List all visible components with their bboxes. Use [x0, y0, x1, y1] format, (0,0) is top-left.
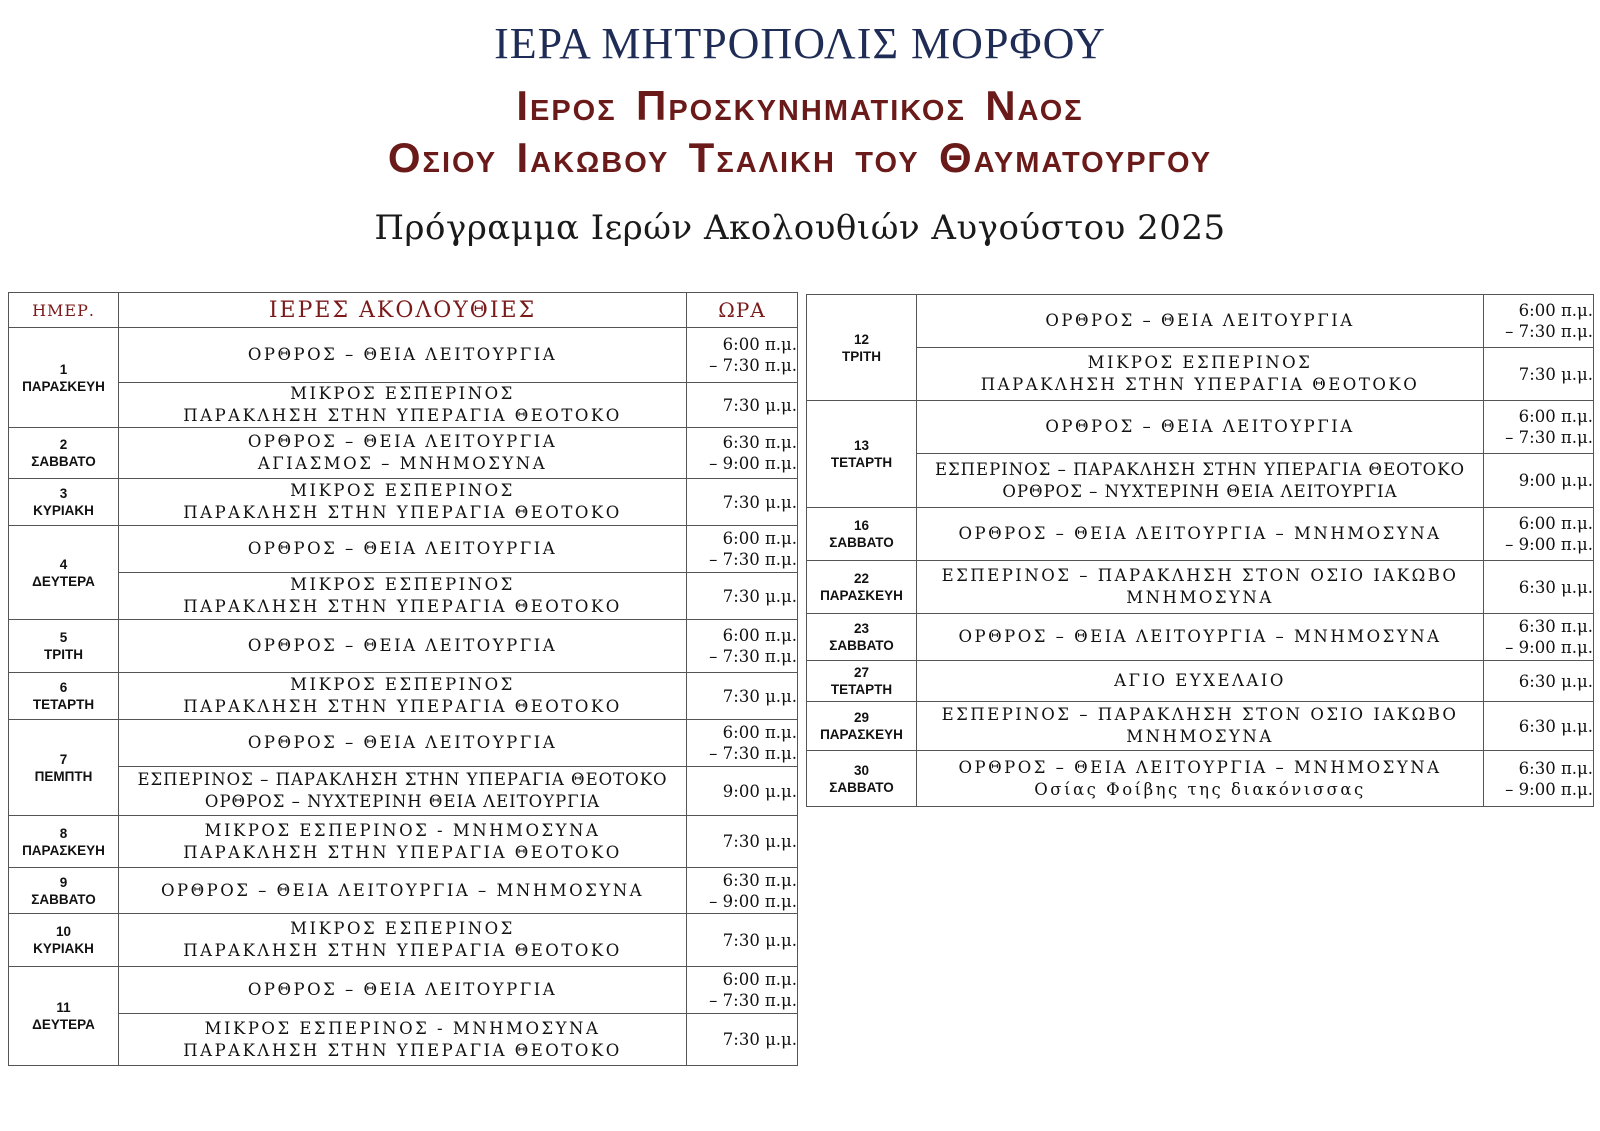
time-line: 6:00 π.μ. [722, 335, 797, 354]
time-line: 6:00 π.μ. [722, 970, 797, 989]
service-line: ΟΡΘΡΟΣ – ΘΕΙΑ ΛΕΙΤΟΥΡΓΙΑ [247, 539, 558, 558]
service-line: ΠΑΡΑΚΛΗΣΗ ΣΤΗΝ ΥΠΕΡΑΓΙΑ ΘΕΟΤΟΚΟ [183, 941, 622, 960]
time-cell [1484, 661, 1594, 702]
time-line: 6:30 π.μ. [1518, 758, 1593, 778]
day-number: 1 [59, 361, 68, 377]
day-name: ΤΕΤΑΡΤΗ [830, 682, 893, 697]
service-line: ΟΡΘΡΟΣ – ΘΕΙΑ ΛΕΙΤΟΥΡΓΙΑ [247, 432, 558, 451]
day-name: ΣΑΒΒΑΤΟ [31, 891, 96, 907]
service-line: Οσίας Φοίβης της διακόνισσας [1034, 779, 1366, 799]
day-number: 2 [59, 437, 68, 452]
day-cell [807, 702, 917, 751]
service-line: ΟΡΘΡΟΣ – ΘΕΙΑ ΛΕΙΤΟΥΡΓΙΑ [1045, 417, 1355, 436]
service-line: ΜΙΚΡΟΣ ΕΣΠΕΡΙΝΟΣ [1087, 353, 1313, 372]
service-line: ΟΡΘΡΟΣ – ΘΕΙΑ ΛΕΙΤΟΥΡΓΙΑ – ΜΝΗΜΟΣΥΝΑ [160, 880, 645, 900]
service-cell [119, 767, 687, 816]
service-cell [119, 479, 687, 526]
schedule-body-right [807, 295, 1594, 807]
schedule-row [807, 348, 1594, 401]
time-line: 6:30 π.μ. [722, 433, 797, 452]
time-cell [1484, 751, 1594, 807]
service-cell [119, 526, 687, 573]
service-line: ΕΣΠΕΡΙΝΟΣ – ΠΑΡΑΚΛΗΣΗ ΣΤΗΝ ΥΠΕΡΑΓΙΑ ΘΕΟΤΟΚΟ [934, 459, 1466, 479]
service-line: ΑΓΙΑΣΜΟΣ – ΜΝΗΜΟΣΥΝΑ [257, 454, 548, 473]
service-cell [119, 816, 687, 868]
church-word-1: ΕΡΟΣ [530, 95, 617, 127]
day-name: ΣΑΒΒΑΤΟ [31, 454, 96, 469]
day-number: 29 [853, 710, 870, 725]
service-cell [917, 508, 1484, 561]
service-cell [119, 1014, 687, 1066]
day-name: ΔΕΥΤΕΡΑ [32, 573, 95, 589]
service-cell [119, 673, 687, 720]
service-line: ΕΣΠΕΡΙΝΟΣ – ΠΑΡΑΚΛΗΣΗ ΣΤΟΝ ΟΣΙΟ ΙΑΚΩΒΟ [941, 566, 1459, 585]
time-line: 9:00 μ.μ. [722, 781, 797, 801]
day-number: 5 [59, 630, 68, 645]
schedule-row [807, 702, 1594, 751]
day-cell [9, 328, 119, 428]
day-name: ΚΥΡΙΑΚΗ [33, 941, 94, 956]
service-line: ΜΙΚΡΟΣ ΕΣΠΕΡΙΝΟΣ [290, 675, 515, 694]
header-day: ΗΜΕΡ. [9, 293, 119, 328]
time-line: – 7:30 π.μ. [709, 550, 797, 569]
day-name: ΣΑΒΒΑΤΟ [829, 779, 894, 795]
time-cell [687, 573, 798, 620]
time-cell [687, 720, 798, 767]
time-cell [687, 967, 798, 1014]
service-cell [917, 454, 1484, 508]
time-cell [1484, 454, 1594, 508]
time-line: – 7:30 π.μ. [1505, 322, 1593, 341]
schedule-row [9, 428, 798, 479]
church-title-word: ΝΑΟΣ [985, 82, 1084, 129]
time-cell [687, 328, 798, 383]
header-time: ΩΡΑ [687, 293, 798, 328]
day-name: ΣΑΒΒΑΤΟ [829, 638, 894, 653]
schedule-row [9, 720, 798, 767]
service-line: ΜΙΚΡΟΣ ΕΣΠΕΡΙΝΟΣ [290, 575, 515, 594]
time-cell [687, 479, 798, 526]
time-cell [687, 620, 798, 673]
schedule-table-right [806, 294, 1594, 807]
time-line: – 7:30 π.μ. [1505, 428, 1593, 447]
service-cell [917, 702, 1484, 751]
day-cell [9, 673, 119, 720]
day-number: 8 [59, 825, 68, 841]
time-line: 6:30 π.μ. [1518, 617, 1593, 636]
time-cell [1484, 295, 1594, 348]
time-line: 6:30 μ.μ. [1518, 716, 1593, 736]
schedule-row [9, 479, 798, 526]
time-cell [1484, 614, 1594, 661]
schedule-row [9, 816, 798, 868]
day-name: ΔΕΥΤΕΡΑ [32, 1017, 95, 1032]
service-line: ΜΙΚΡΟΣ ΕΣΠΕΡΙΝΟΣ - ΜΝΗΜΟΣΥΝΑ [204, 1018, 601, 1038]
service-line: ΠΑΡΑΚΛΗΣΗ ΣΤΗΝ ΥΠΕΡΑΓΙΑ ΘΕΟΤΟΚΟ [183, 1040, 622, 1060]
saint-title-word: ΙΑΚΩΒΟΥ [516, 134, 670, 181]
day-number: 30 [853, 762, 870, 778]
day-number: 22 [853, 571, 870, 586]
service-cell [119, 328, 687, 383]
service-line: ΜΙΚΡΟΣ ΕΣΠΕΡΙΝΟΣ [290, 384, 515, 403]
service-line: ΠΑΡΑΚΛΗΣΗ ΣΤΗΝ ΥΠΕΡΑΓΙΑ ΘΕΟΤΟΚΟ [183, 842, 622, 862]
time-line: – 7:30 π.μ. [709, 744, 797, 763]
service-line: ΟΡΘΡΟΣ – ΘΕΙΑ ΛΕΙΤΟΥΡΓΙΑ [247, 345, 558, 364]
day-cell [807, 751, 917, 807]
day-number: 9 [59, 874, 68, 890]
time-line: 7:30 μ.μ. [722, 930, 797, 950]
day-number: 11 [56, 1000, 71, 1015]
saint-title-word: ΟΣΙΟΥ [387, 134, 498, 181]
service-line: ΠΑΡΑΚΛΗΣΗ ΣΤΗΝ ΥΠΕΡΑΓΙΑ ΘΕΟΤΟΚΟ [183, 503, 622, 522]
day-name: ΠΑΡΑΣΚΕΥΗ [820, 588, 903, 603]
church-title-line1 [0, 82, 1600, 130]
service-line: ΜΙΚΡΟΣ ΕΣΠΕΡΙΝΟΣ - ΜΝΗΜΟΣΥΝΑ [204, 820, 601, 840]
day-name: ΚΥΡΙΑΚΗ [33, 503, 94, 518]
day-name: ΤΡΙΤΗ [44, 647, 83, 662]
time-cell [687, 868, 798, 914]
day-name: ΠΑΡΑΣΚΕΥΗ [820, 727, 903, 742]
day-cell [9, 526, 119, 620]
time-line: 6:00 π.μ. [1518, 301, 1593, 320]
schedule-row [9, 914, 798, 967]
time-line: 6:00 π.μ. [722, 626, 797, 645]
time-line: 7:30 μ.μ. [722, 1030, 797, 1049]
day-name: ΠΕΜΠΤΗ [34, 768, 93, 784]
time-line: 6:30 π.μ. [722, 870, 797, 890]
schedule-row [807, 508, 1594, 561]
time-cell [1484, 348, 1594, 401]
time-line: – 7:30 π.μ. [709, 647, 797, 666]
service-cell [917, 348, 1484, 401]
service-line: ΟΡΘΡΟΣ – ΝΥΧΤΕΡΙΝΗ ΘΕΙΑ ΛΕΙΤΟΥΡΓΙΑ [204, 792, 601, 811]
time-line: – 9:00 π.μ. [1505, 638, 1593, 657]
day-cell [9, 428, 119, 479]
time-line: – 9:00 π.μ. [709, 891, 797, 911]
day-number: 13 [853, 438, 870, 453]
time-line: 7:30 μ.μ. [722, 395, 797, 415]
day-number: 6 [59, 680, 68, 695]
schedule-row [807, 401, 1594, 454]
service-line: ΟΡΘΡΟΣ – ΘΕΙΑ ΛΕΙΤΟΥΡΓΙΑ – ΜΝΗΜΟΣΥΝΑ [958, 627, 1442, 646]
day-cell [807, 661, 917, 702]
schedule-row [807, 614, 1594, 661]
schedule-row [807, 295, 1594, 348]
church-title-word: ΙΕΡΟΣ [516, 82, 617, 129]
service-line: ΟΡΘΡΟΣ – ΘΕΙΑ ΛΕΙΤΟΥΡΓΙΑ – ΜΝΗΜΟΣΥΝΑ [958, 524, 1442, 543]
service-cell [119, 383, 687, 428]
time-line: 7:30 μ.μ. [722, 832, 797, 851]
day-name: ΤΕΤΑΡΤΗ [32, 697, 95, 712]
service-cell [119, 967, 687, 1014]
time-line: 7:30 μ.μ. [722, 686, 797, 706]
service-line: ΟΡΘΡΟΣ – ΘΕΙΑ ΛΕΙΤΟΥΡΓΙΑ [247, 636, 558, 655]
time-cell [1484, 561, 1594, 614]
day-number: 23 [853, 621, 870, 636]
service-line: ΠΑΡΑΚΛΗΣΗ ΣΤΗΝ ΥΠΕΡΑΓΙΑ ΘΕΟΤΟΚΟ [980, 375, 1420, 394]
day-cell [9, 620, 119, 673]
service-line: ΠΑΡΑΚΛΗΣΗ ΣΤΗΝ ΥΠΕΡΑΓΙΑ ΘΕΟΤΟΚΟ [183, 697, 622, 716]
service-cell [917, 401, 1484, 454]
schedule-row [9, 673, 798, 720]
time-line: 6:00 π.μ. [1518, 407, 1593, 426]
metropolis-title: ΙΕΡΑ ΜΗΤΡΟΠΟΛΙΣ ΜΟΡΦΟΥ [494, 19, 1106, 68]
day-name: ΤΕΤΑΡΤΗ [830, 455, 893, 470]
time-line: 6:30 μ.μ. [1518, 671, 1593, 691]
saint-title-word: ΤΣΑΛΙΚΗ [688, 134, 836, 181]
schedule-row [9, 526, 798, 573]
time-cell [687, 428, 798, 479]
day-cell [807, 614, 917, 661]
time-line: 6:00 π.μ. [722, 723, 797, 742]
schedule-row [9, 868, 798, 914]
time-line: 6:00 π.μ. [1518, 514, 1593, 533]
service-cell [917, 751, 1484, 807]
time-line: – 9:00 π.μ. [1505, 779, 1593, 799]
church-title-word: ΠΡΟΣΚΥΝΗΜΑΤΙΚΟΣ [636, 82, 966, 129]
service-line: ΟΡΘΡΟΣ – ΘΕΙΑ ΛΕΙΤΟΥΡΓΙΑ [247, 733, 558, 752]
service-line: ΟΡΘΡΟΣ – ΝΥΧΤΕΡΙΝΗ ΘΕΙΑ ΛΕΙΤΟΥΡΓΙΑ [1002, 481, 1398, 501]
service-cell [917, 661, 1484, 702]
time-cell [687, 816, 798, 868]
time-line: 7:30 μ.μ. [722, 492, 797, 512]
time-cell [1484, 401, 1594, 454]
time-cell [687, 767, 798, 816]
day-name: ΠΑΡΑΣΚΕΥΗ [22, 842, 105, 858]
day-cell [807, 295, 917, 401]
day-cell [807, 508, 917, 561]
day-cell [9, 914, 119, 967]
day-cell [9, 868, 119, 914]
time-cell [1484, 508, 1594, 561]
time-line: 6:30 μ.μ. [1518, 577, 1593, 597]
time-cell [687, 1014, 798, 1066]
service-line: ΜΝΗΜΟΣΥΝΑ [1126, 727, 1274, 746]
service-line: ΟΡΘΡΟΣ – ΘΕΙΑ ΛΕΙΤΟΥΡΓΙΑ [247, 980, 558, 999]
service-line: ΕΣΠΕΡΙΝΟΣ – ΠΑΡΑΚΛΗΣΗ ΣΤΟΝ ΟΣΙΟ ΙΑΚΩΒΟ [941, 705, 1459, 724]
time-cell [687, 673, 798, 720]
day-cell [9, 816, 119, 868]
schedule-row [807, 751, 1594, 807]
time-line: 6:00 π.μ. [722, 529, 797, 548]
day-cell [9, 720, 119, 816]
time-line: 7:30 μ.μ. [722, 586, 797, 606]
service-line: ΕΣΠΕΡΙΝΟΣ – ΠΑΡΑΚΛΗΣΗ ΣΤΗΝ ΥΠΕΡΑΓΙΑ ΘΕΟΤΟΚΟ [137, 770, 668, 789]
saint-title-word: ΤΟΥ [855, 147, 920, 179]
schedule-row [9, 383, 798, 428]
schedule-row [807, 561, 1594, 614]
time-cell [1484, 702, 1594, 751]
service-line: ΠΑΡΑΚΛΗΣΗ ΣΤΗΝ ΥΠΕΡΑΓΙΑ ΘΕΟΤΟΚΟ [183, 406, 622, 425]
church-title-line2 [0, 134, 1600, 182]
schedule-row [9, 328, 798, 383]
schedule-row [9, 1014, 798, 1066]
service-line: ΑΓΙΟ ΕΥΧΕΛΑΙΟ [1114, 671, 1286, 690]
time-line: 7:30 μ.μ. [1518, 364, 1593, 384]
time-cell [687, 914, 798, 967]
day-number: 27 [853, 665, 870, 680]
service-line: ΜΝΗΜΟΣΥΝΑ [1126, 588, 1274, 607]
time-cell [687, 383, 798, 428]
header-services: ΙΕΡΕΣ ΑΚΟΛΟΥΘΙΕΣ [119, 293, 687, 328]
schedule-row [9, 967, 798, 1014]
service-cell [119, 868, 687, 914]
day-cell [9, 967, 119, 1066]
time-line: 9:00 μ.μ. [1518, 471, 1593, 490]
service-line: ΟΡΘΡΟΣ – ΘΕΙΑ ΛΕΙΤΟΥΡΓΙΑ – ΜΝΗΜΟΣΥΝΑ [958, 757, 1442, 777]
schedule-title: Πρόγραμμα Ιερών Ακολουθιών Αυγούστου 2025 [374, 208, 1226, 248]
schedule-row [807, 661, 1594, 702]
service-cell [119, 914, 687, 967]
service-cell [917, 614, 1484, 661]
time-cell [687, 526, 798, 573]
schedule-table-left [8, 292, 798, 1066]
saint-title-word: ΘΑΥΜΑΤΟΥΡΓΟΥ [938, 134, 1213, 181]
time-line: – 7:30 π.μ. [709, 991, 797, 1010]
schedule-row [9, 767, 798, 816]
day-name: ΣΑΒΒΑΤΟ [829, 535, 894, 550]
service-cell [119, 573, 687, 620]
schedule-body-left [9, 328, 798, 1066]
day-name: ΠΑΡΑΣΚΕΥΗ [22, 378, 105, 394]
service-cell [119, 428, 687, 479]
service-cell [917, 295, 1484, 348]
service-cell [119, 620, 687, 673]
day-name: ΤΡΙΤΗ [842, 348, 881, 364]
day-number: 4 [59, 556, 68, 572]
service-cell [119, 720, 687, 767]
time-line: – 7:30 π.μ. [709, 356, 797, 375]
service-line: ΟΡΘΡΟΣ – ΘΕΙΑ ΛΕΙΤΟΥΡΓΙΑ [1045, 311, 1355, 330]
service-cell [917, 561, 1484, 614]
service-line: ΜΙΚΡΟΣ ΕΣΠΕΡΙΝΟΣ [290, 919, 515, 938]
time-line: – 9:00 π.μ. [1505, 535, 1593, 554]
day-number: 7 [59, 751, 68, 767]
day-cell [807, 561, 917, 614]
service-line: ΜΙΚΡΟΣ ΕΣΠΕΡΙΝΟΣ [290, 481, 515, 500]
schedule-row [9, 573, 798, 620]
day-number: 16 [853, 518, 870, 533]
day-number: 12 [853, 331, 870, 347]
day-number: 10 [55, 924, 72, 939]
day-cell [807, 401, 917, 508]
day-number: 3 [59, 486, 68, 501]
time-line: – 9:00 π.μ. [709, 454, 797, 473]
day-cell [9, 479, 119, 526]
service-line: ΠΑΡΑΚΛΗΣΗ ΣΤΗΝ ΥΠΕΡΑΓΙΑ ΘΕΟΤΟΚΟ [183, 597, 622, 616]
schedule-row [807, 454, 1594, 508]
schedule-row [9, 620, 798, 673]
